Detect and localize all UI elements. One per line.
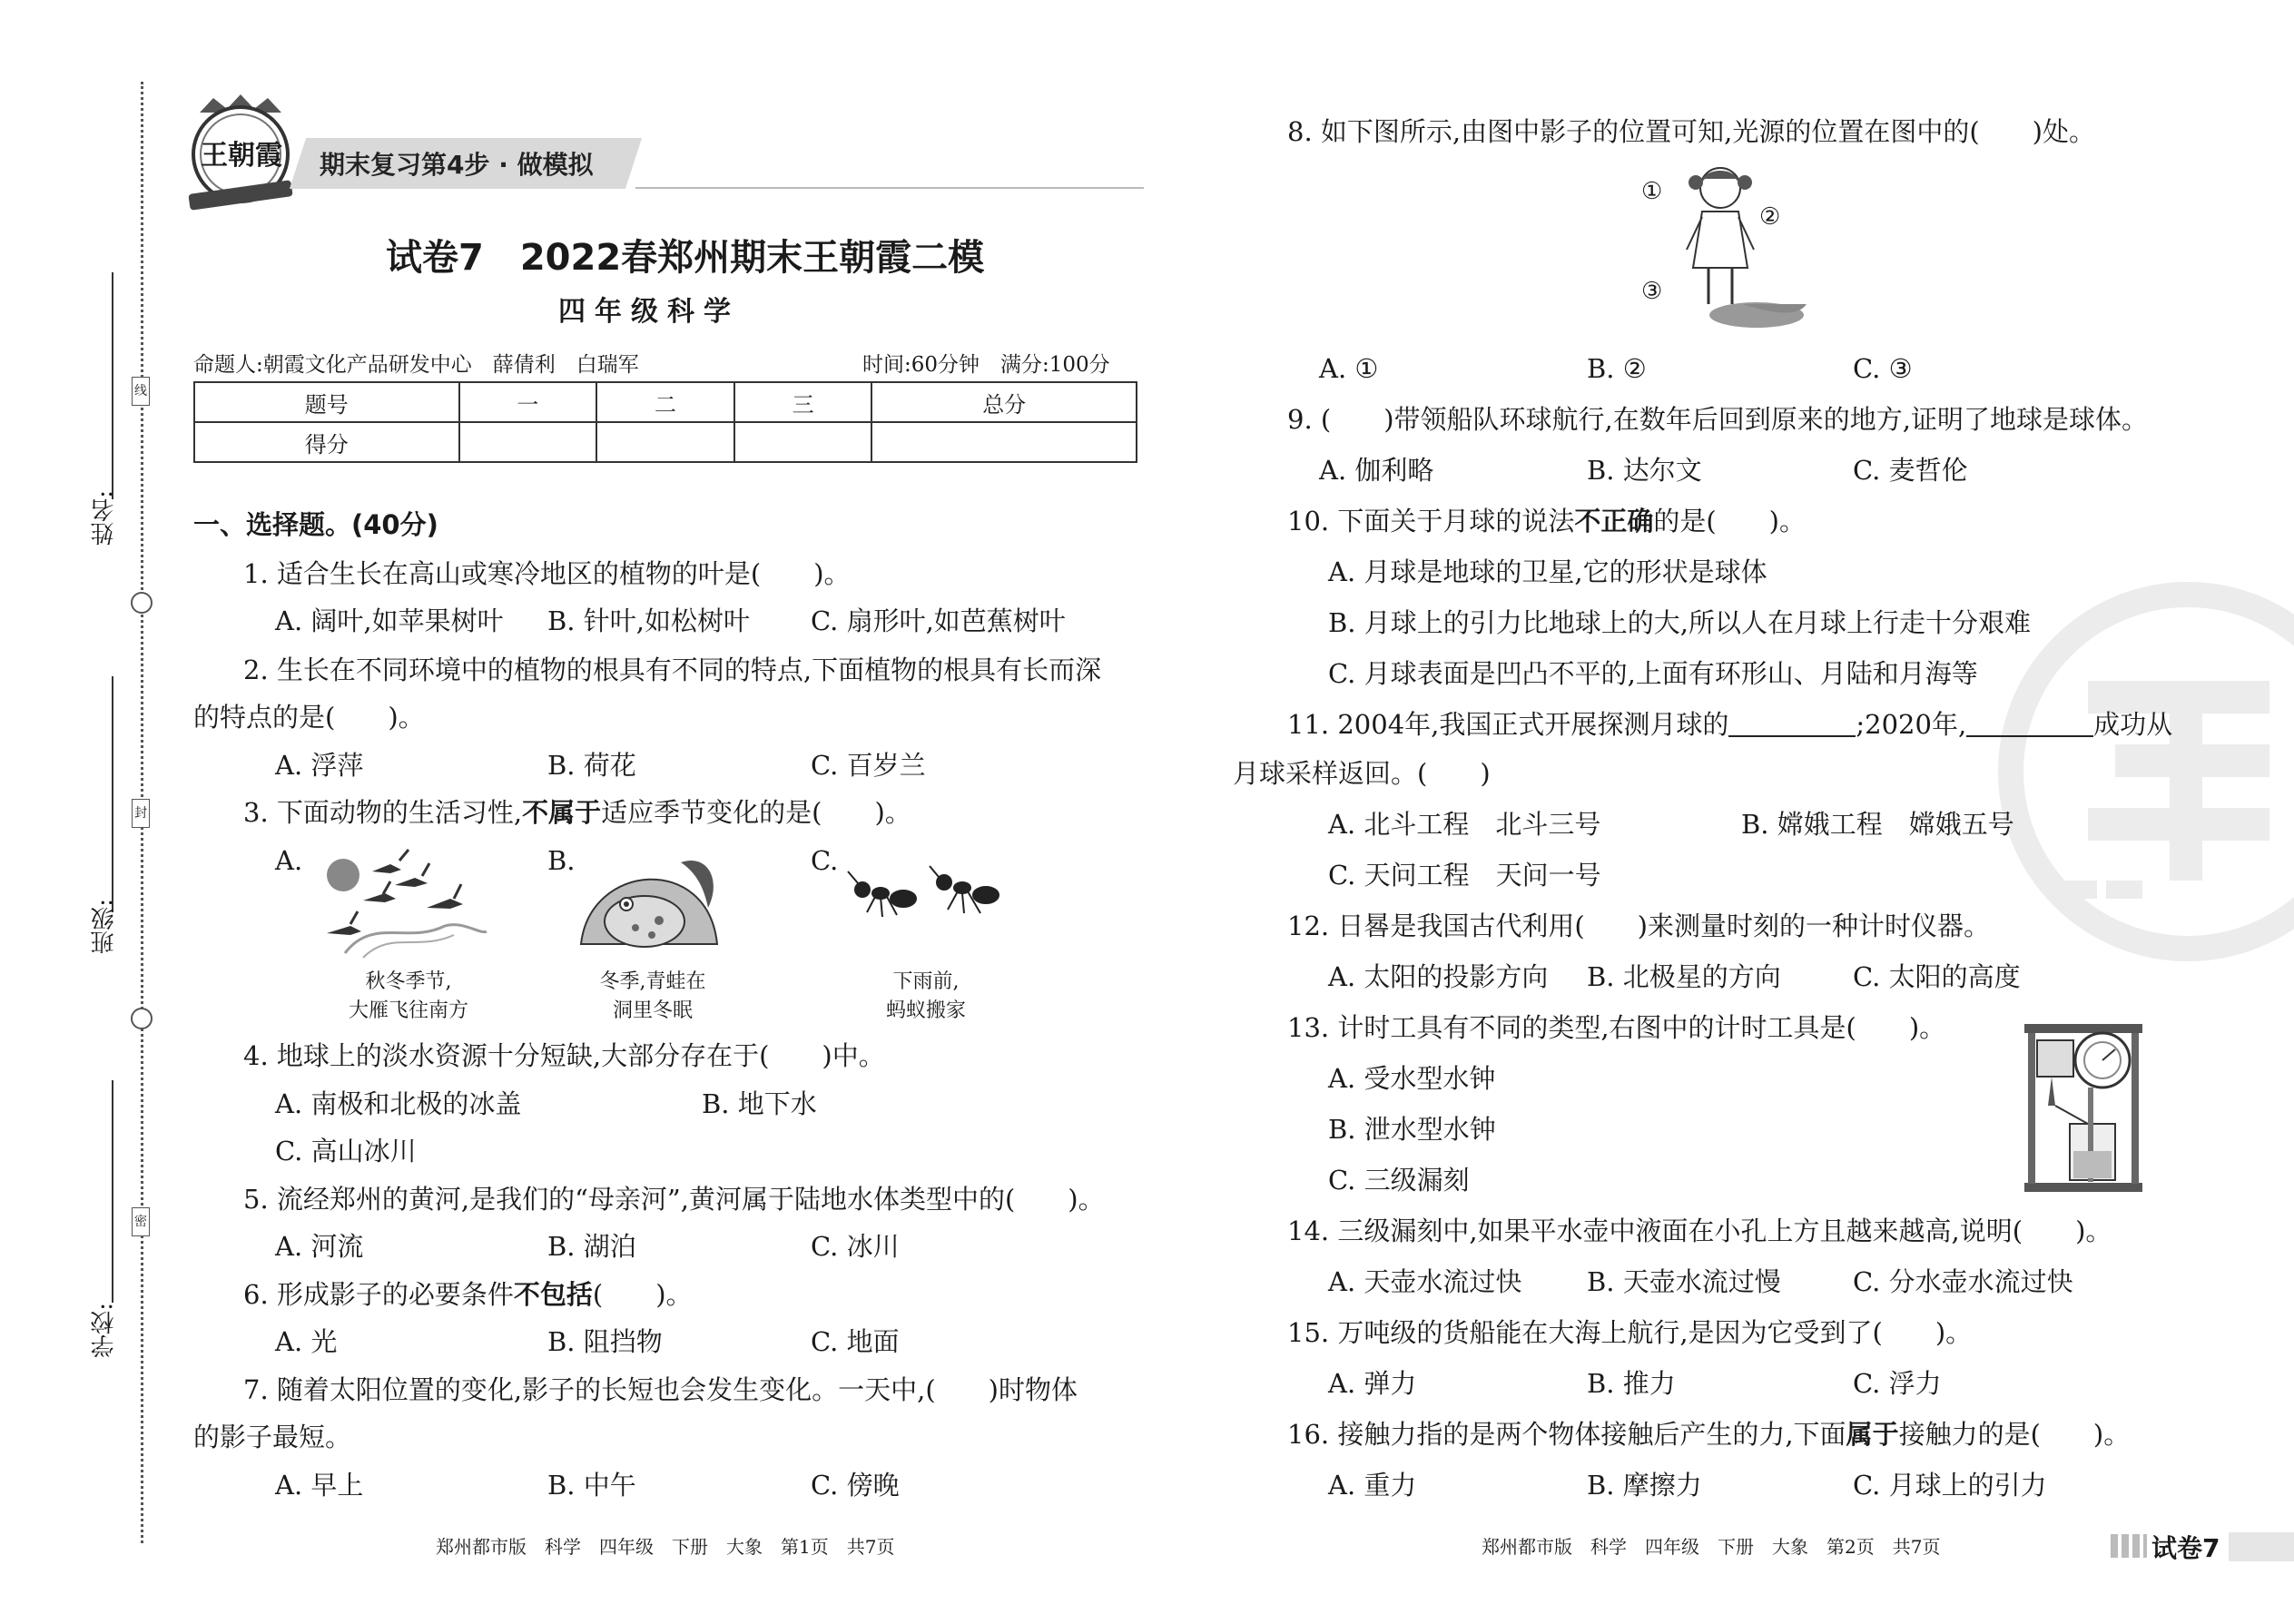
school-underline xyxy=(112,1080,113,1303)
q3-caption-a: 秋冬季节, 大雁飞往南方 xyxy=(348,970,468,1022)
question-2-line1: 2. 生长在不同环境中的植物的根具有不同的特点,下面植物的根具有长而深 xyxy=(243,655,1102,685)
question-7-line2: 的影子最短。 xyxy=(193,1422,352,1452)
q6-emphasis: 不包括 xyxy=(513,1279,593,1310)
q11-option-b[interactable]: B. 嫦娥工程 嫦娥五号 xyxy=(1741,809,2014,840)
question-13: 13. 计时工具有不同的类型,右图中的计时工具是( )。 xyxy=(1287,1012,1946,1043)
score-cell: 一 xyxy=(459,382,597,422)
q10-option-a[interactable]: A. 月球是地球的卫星,它的形状是球体 xyxy=(1328,556,1767,587)
q11-blank-2[interactable] xyxy=(1966,712,2093,737)
q6-text-pre: 6. 形成影子的必要条件 xyxy=(243,1279,514,1310)
q6-option-c[interactable]: C. 地面 xyxy=(811,1326,900,1357)
q14-option-b[interactable]: B. 天壶水流过慢 xyxy=(1587,1266,1781,1297)
q10-text-post: 的是( )。 xyxy=(1653,506,1806,536)
question-12: 12. 日晷是我国古代利用( )来测量时刻的一种计时仪器。 xyxy=(1287,910,1990,941)
watermark-seal-icon xyxy=(1988,581,2294,962)
position-marker-3: ③ xyxy=(1641,278,1663,305)
q16-option-b[interactable]: B. 摩擦力 xyxy=(1587,1470,1702,1501)
question-15: 15. 万吨级的货船能在大海上航行,是因为它受到了( )。 xyxy=(1287,1317,1973,1348)
question-11-line2: 月球采样返回。( ) xyxy=(1233,758,1491,789)
score-table xyxy=(193,381,1137,463)
q16-option-a[interactable]: A. 重力 xyxy=(1328,1470,1417,1501)
question-8: 8. 如下图所示,由图中影子的位置可知,光源的位置在图中的( )处。 xyxy=(1287,116,2095,147)
question-10 xyxy=(1287,505,1806,537)
question-14: 14. 三级漏刻中,如果平水壶中液面在小孔上方且越来越高,说明( )。 xyxy=(1287,1216,2112,1246)
score-input-cell[interactable] xyxy=(459,422,597,462)
q3-option-a[interactable]: A. xyxy=(275,845,303,876)
corner-tab-bar xyxy=(2229,1532,2294,1561)
q3-caption-b: 冬季,青蛙在 洞里冬眠 xyxy=(599,970,706,1022)
logo-text: 王朝霞 xyxy=(201,140,282,172)
step-banner-text: 期末复习第4步 · 做模拟 xyxy=(320,150,594,180)
section-title: 一、选择题。(40分) xyxy=(193,509,438,540)
q11-text-post: 成功从 xyxy=(2093,709,2173,740)
girl-shadow-illustration xyxy=(1670,159,1816,336)
q16-text-post: 接触力的是( )。 xyxy=(1898,1419,2131,1450)
name-label: 姓名: xyxy=(91,490,118,546)
q7-option-a[interactable]: A. 早上 xyxy=(275,1470,364,1501)
q12-option-c[interactable]: C. 太阳的高度 xyxy=(1853,961,2021,992)
q13-option-a[interactable]: A. 受水型水钟 xyxy=(1328,1063,1496,1094)
q5-option-b[interactable]: B. 湖泊 xyxy=(547,1231,636,1262)
q16-text-pre: 16. 接触力指的是两个物体接触后产生的力,下面 xyxy=(1287,1419,1846,1450)
question-16 xyxy=(1287,1418,2130,1451)
frog-illustration xyxy=(572,844,726,962)
score-cell: 二 xyxy=(596,382,734,422)
author-line: 命题人:朝霞文化产品研发中心 薛倩利 白瑞军 xyxy=(193,353,639,377)
brand-logo xyxy=(182,93,300,211)
q8-option-b[interactable]: B. ② xyxy=(1587,353,1647,384)
q7-option-c[interactable]: C. 傍晚 xyxy=(811,1470,900,1501)
score-table-header-row xyxy=(194,382,1137,422)
seal-dot-1 xyxy=(131,592,153,614)
class-label: 班级: xyxy=(91,899,118,954)
q13-option-b[interactable]: B. 泄水型水钟 xyxy=(1328,1114,1496,1145)
footer-right: 郑州都市版 科学 四年级 下册 大象 第2页 共7页 xyxy=(1482,1536,1941,1558)
score-input-cell[interactable] xyxy=(734,422,872,462)
time-line: 时间:60分钟 满分:100分 xyxy=(862,353,1110,377)
q11-text-pre: 11. 2004年,我国正式开展探测月球的 xyxy=(1287,709,1729,740)
q9-option-c[interactable]: C. 麦哲伦 xyxy=(1853,455,1968,486)
q9-option-a[interactable]: A. 伽利略 xyxy=(1319,455,1434,486)
question-7-line1: 7. 随着太阳位置的变化,影子的长短也会发生变化。一天中,( )时物体 xyxy=(243,1374,1078,1405)
q3-caption-c: 下雨前, 蚂蚁搬家 xyxy=(885,970,966,1022)
question-9: 9. ( )带领船队环球航行,在数年后回到原来的地方,证明了地球是球体。 xyxy=(1287,404,2148,435)
q4-option-c[interactable]: C. 高山冰川 xyxy=(275,1136,417,1166)
name-underline xyxy=(112,272,113,499)
q11-option-a[interactable]: A. 北斗工程 北斗三号 xyxy=(1328,809,1601,840)
q6-option-b[interactable]: B. 阻挡物 xyxy=(547,1326,663,1357)
q11-option-c[interactable]: C. 天问工程 天问一号 xyxy=(1328,860,1601,891)
q15-option-b[interactable]: B. 推力 xyxy=(1587,1368,1676,1399)
position-marker-2: ② xyxy=(1759,203,1781,231)
q3-text-post: 适应季节变化的是( )。 xyxy=(601,797,911,828)
q1-option-c[interactable]: C. 扇形叶,如芭蕉树叶 xyxy=(811,605,1066,636)
q1-option-a[interactable]: A. 阔叶,如苹果树叶 xyxy=(275,605,504,636)
q4-option-b[interactable]: B. 地下水 xyxy=(702,1088,817,1119)
q15-option-a[interactable]: A. 弹力 xyxy=(1328,1368,1417,1399)
q8-option-a[interactable]: A. ① xyxy=(1319,353,1379,384)
q10-option-c[interactable]: C. 月球表面是凹凸不平的,上面有环形山、月陆和月海等 xyxy=(1328,658,1978,689)
q16-emphasis: 属于 xyxy=(1846,1419,1899,1450)
q10-option-b[interactable]: B. 月球上的引力比地球上的大,所以人在月球上行走十分艰难 xyxy=(1328,607,2031,638)
q7-option-b[interactable]: B. 中午 xyxy=(547,1470,636,1501)
score-cell: 总分 xyxy=(871,382,1137,422)
score-cell: 三 xyxy=(734,382,872,422)
q4-option-a[interactable]: A. 南极和北极的冰盖 xyxy=(275,1088,522,1119)
question-4: 4. 地球上的淡水资源十分短缺,大部分存在于( )中。 xyxy=(243,1040,885,1071)
score-cell: 得分 xyxy=(194,422,459,462)
q14-option-a[interactable]: A. 天壶水流过快 xyxy=(1328,1266,1522,1297)
corner-tab-decoration xyxy=(2111,1534,2147,1558)
seal-dot-2 xyxy=(131,1008,153,1029)
exam-subtitle: 四年级科学 xyxy=(558,296,740,328)
score-input-cell[interactable] xyxy=(871,422,1137,462)
seal-char-2: 封 xyxy=(132,799,150,828)
question-5: 5. 流经郑州的黄河,是我们的“母亲河”,黄河属于陆地水体类型中的( )。 xyxy=(243,1184,1105,1215)
position-marker-1: ① xyxy=(1641,178,1663,205)
q10-text-pre: 10. 下面关于月球的说法 xyxy=(1287,506,1575,536)
banner-rule xyxy=(635,187,1144,189)
water-clock-illustration xyxy=(2015,1015,2151,1196)
q1-option-b[interactable]: B. 针叶,如松树叶 xyxy=(547,605,750,636)
q6-option-a[interactable]: A. 光 xyxy=(275,1326,338,1357)
school-label: 学校: xyxy=(91,1303,118,1358)
q2-option-b[interactable]: B. 荷花 xyxy=(547,750,636,781)
q3-option-b[interactable]: B. xyxy=(547,845,576,876)
seal-char-3: 密 xyxy=(132,1207,150,1236)
q3-option-c[interactable]: C. xyxy=(811,845,839,876)
q3-text-pre: 3. 下面动物的生活习性, xyxy=(243,797,523,828)
q12-option-a[interactable]: A. 太阳的投影方向 xyxy=(1328,961,1549,992)
question-2-line2: 的特点的是( )。 xyxy=(193,702,425,733)
q11-text-mid: ;2020年, xyxy=(1856,709,1967,740)
q8-option-c[interactable]: C. ③ xyxy=(1853,353,1913,384)
q9-option-b[interactable]: B. 达尔文 xyxy=(1587,455,1702,486)
q13-option-c[interactable]: C. 三级漏刻 xyxy=(1328,1165,1470,1196)
footer-left: 郑州都市版 科学 四年级 下册 大象 第1页 共7页 xyxy=(436,1536,895,1558)
q12-option-b[interactable]: B. 北极星的方向 xyxy=(1587,961,1781,992)
score-table-score-row xyxy=(194,422,1137,462)
question-1: 1. 适合生长在高山或寒冷地区的植物的叶是( )。 xyxy=(243,558,851,589)
q10-emphasis: 不正确 xyxy=(1574,506,1654,536)
q6-text-post: ( )。 xyxy=(592,1279,693,1310)
question-11 xyxy=(1287,708,2172,741)
q11-blank-1[interactable] xyxy=(1728,712,1856,737)
q5-option-c[interactable]: C. 冰川 xyxy=(811,1231,900,1262)
q15-option-c[interactable]: C. 浮力 xyxy=(1853,1368,1942,1399)
seal-char-1: 线 xyxy=(132,377,150,406)
geese-illustration xyxy=(309,844,490,962)
q5-option-a[interactable]: A. 河流 xyxy=(275,1231,364,1262)
q2-option-c[interactable]: C. 百岁兰 xyxy=(811,750,926,781)
score-input-cell[interactable] xyxy=(596,422,734,462)
score-cell: 题号 xyxy=(194,382,459,422)
exam-title: 试卷7 2022春郑州期末王朝霞二模 xyxy=(386,237,985,279)
ants-illustration xyxy=(835,862,1017,944)
q2-option-a[interactable]: A. 浮萍 xyxy=(275,750,364,781)
question-3 xyxy=(243,796,911,829)
q16-option-c[interactable]: C. 月球上的引力 xyxy=(1853,1470,2047,1501)
corner-tab-label: 试卷7 xyxy=(2151,1533,2220,1563)
q14-option-c[interactable]: C. 分水壶水流过快 xyxy=(1853,1266,2073,1297)
question-6 xyxy=(243,1278,693,1311)
q3-emphasis: 不属于 xyxy=(522,797,602,828)
class-underline xyxy=(112,676,113,912)
